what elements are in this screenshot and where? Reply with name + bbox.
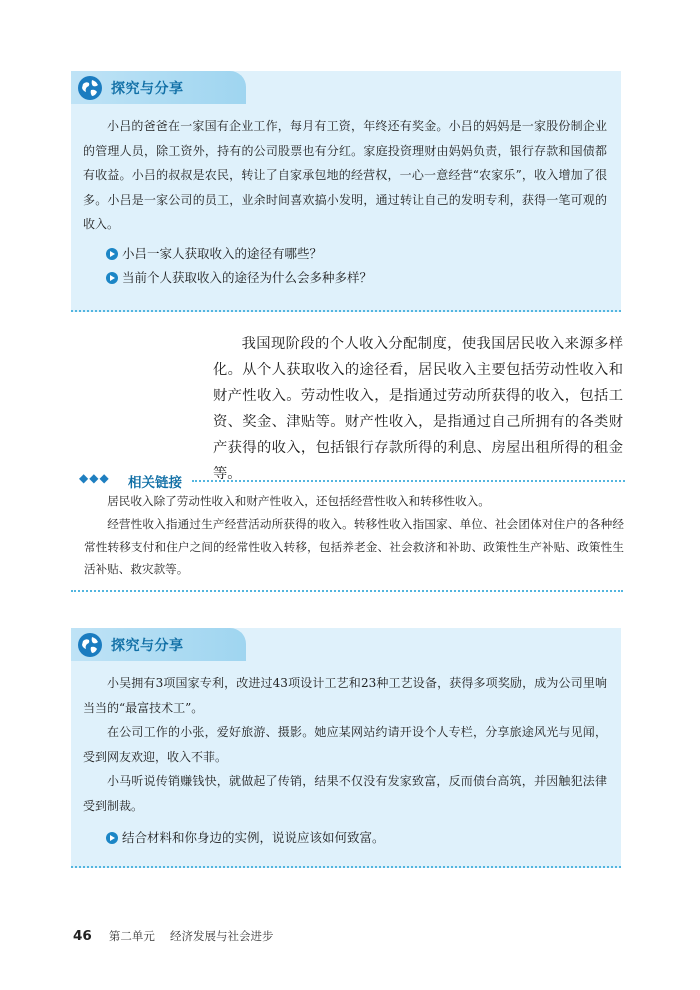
panel-header: [71, 628, 246, 661]
question-item: [106, 266, 372, 290]
panel-paragraph: 小马听说传销赚钱快，就做起了传销，结果不仅没有发家致富，反而债台高筑，并因触犯法律受到制裁。: [83, 774, 607, 813]
panel-title: 探究与分享: [111, 638, 184, 654]
dotted-divider: [192, 480, 625, 482]
panel-header: [71, 71, 246, 104]
related-link-title: 相关链接: [128, 475, 182, 491]
question-item: [106, 826, 385, 850]
globe-icon: [77, 632, 103, 658]
main-paragraph: 我国现阶段的个人收入分配制度，使我国居民收入来源多样化。从个人获取收入的途径看，居民收入主要包括劳动性收入和财产性收入。劳动性收入，是指通过劳动所获得的收入，包括工资、奖金、津贴等。财产性收入，是指通过自己所拥有的各类财产获得的收入，包括银行存款所得的利息、房屋出租所得的租金等。: [213, 336, 623, 482]
question-text: 当前个人获取收入的途径为什么会多种多样？: [122, 270, 373, 285]
panel-paragraph-block: [83, 671, 607, 818]
main-body-text: [213, 331, 623, 487]
panel-title: 探究与分享: [111, 81, 184, 97]
page-footer: [73, 925, 273, 945]
play-circle-icon: [106, 832, 118, 844]
explore-share-panel-2: [71, 628, 621, 868]
page-number: 46: [73, 928, 92, 944]
panel-paragraph: 小吕的爸爸在一家国有企业工作，每月有工资，年终还有奖金。小吕的妈妈是一家股份制企业的管理人员，除工资外，持有的公司股票也有分红。家庭投资理财由妈妈负责，银行存款和国债都有收益。小吕的叔叔是农民，转让了自家承包地的经营权，一心一意经营“农家乐”，收入增加了很多。小吕是一家公司的员工，业余时间喜欢搞小发明，通过转让自己的发明专利，获得一笔可观的收入。: [83, 119, 607, 231]
related-link-paragraph: 居民收入除了劳动性收入和财产性收入，还包括经营性收入和转移性收入。: [107, 494, 490, 508]
question-text: 小吕一家人获取收入的途径有哪些？: [122, 246, 323, 261]
question-list: [106, 242, 372, 290]
question-item: [106, 242, 372, 266]
panel-paragraph-block: [83, 114, 607, 237]
dotted-divider: [71, 590, 623, 592]
related-link-paragraph: 经营性收入指通过生产经营活动所获得的收入。转移性收入指国家、单位、社会团体对住户的各种经常性转移支付和住户之间的经常性收入转移，包括养老金、社会救济和补助、政策性生产补贴、政策性生活补贴、救灾款等。: [84, 516, 624, 577]
diamond-icon: ◆◆◆: [79, 471, 110, 485]
chapter-label: 第二单元: [108, 929, 155, 943]
explore-share-panel-1: [71, 71, 621, 312]
related-link-header: [79, 470, 625, 490]
question-list: [106, 826, 385, 850]
related-link-body: [84, 490, 624, 581]
play-circle-icon: [106, 272, 118, 284]
play-circle-icon: [106, 248, 118, 260]
panel-paragraph: 小吴拥有3项国家专利，改进过43项设计工艺和23种工艺设备，获得多项奖励，成为公司里响当当的“最富技术工”。: [83, 676, 607, 715]
question-text: 结合材料和你身边的实例，说说应该如何致富。: [122, 830, 385, 845]
panel-paragraph: 在公司工作的小张，爱好旅游、摄影。她应某网站约请开设个人专栏，分享旅途风光与见闻，受到网友欢迎，收入不菲。: [83, 725, 607, 764]
section-label: 经济发展与社会进步: [169, 929, 274, 943]
globe-icon: [77, 75, 103, 101]
